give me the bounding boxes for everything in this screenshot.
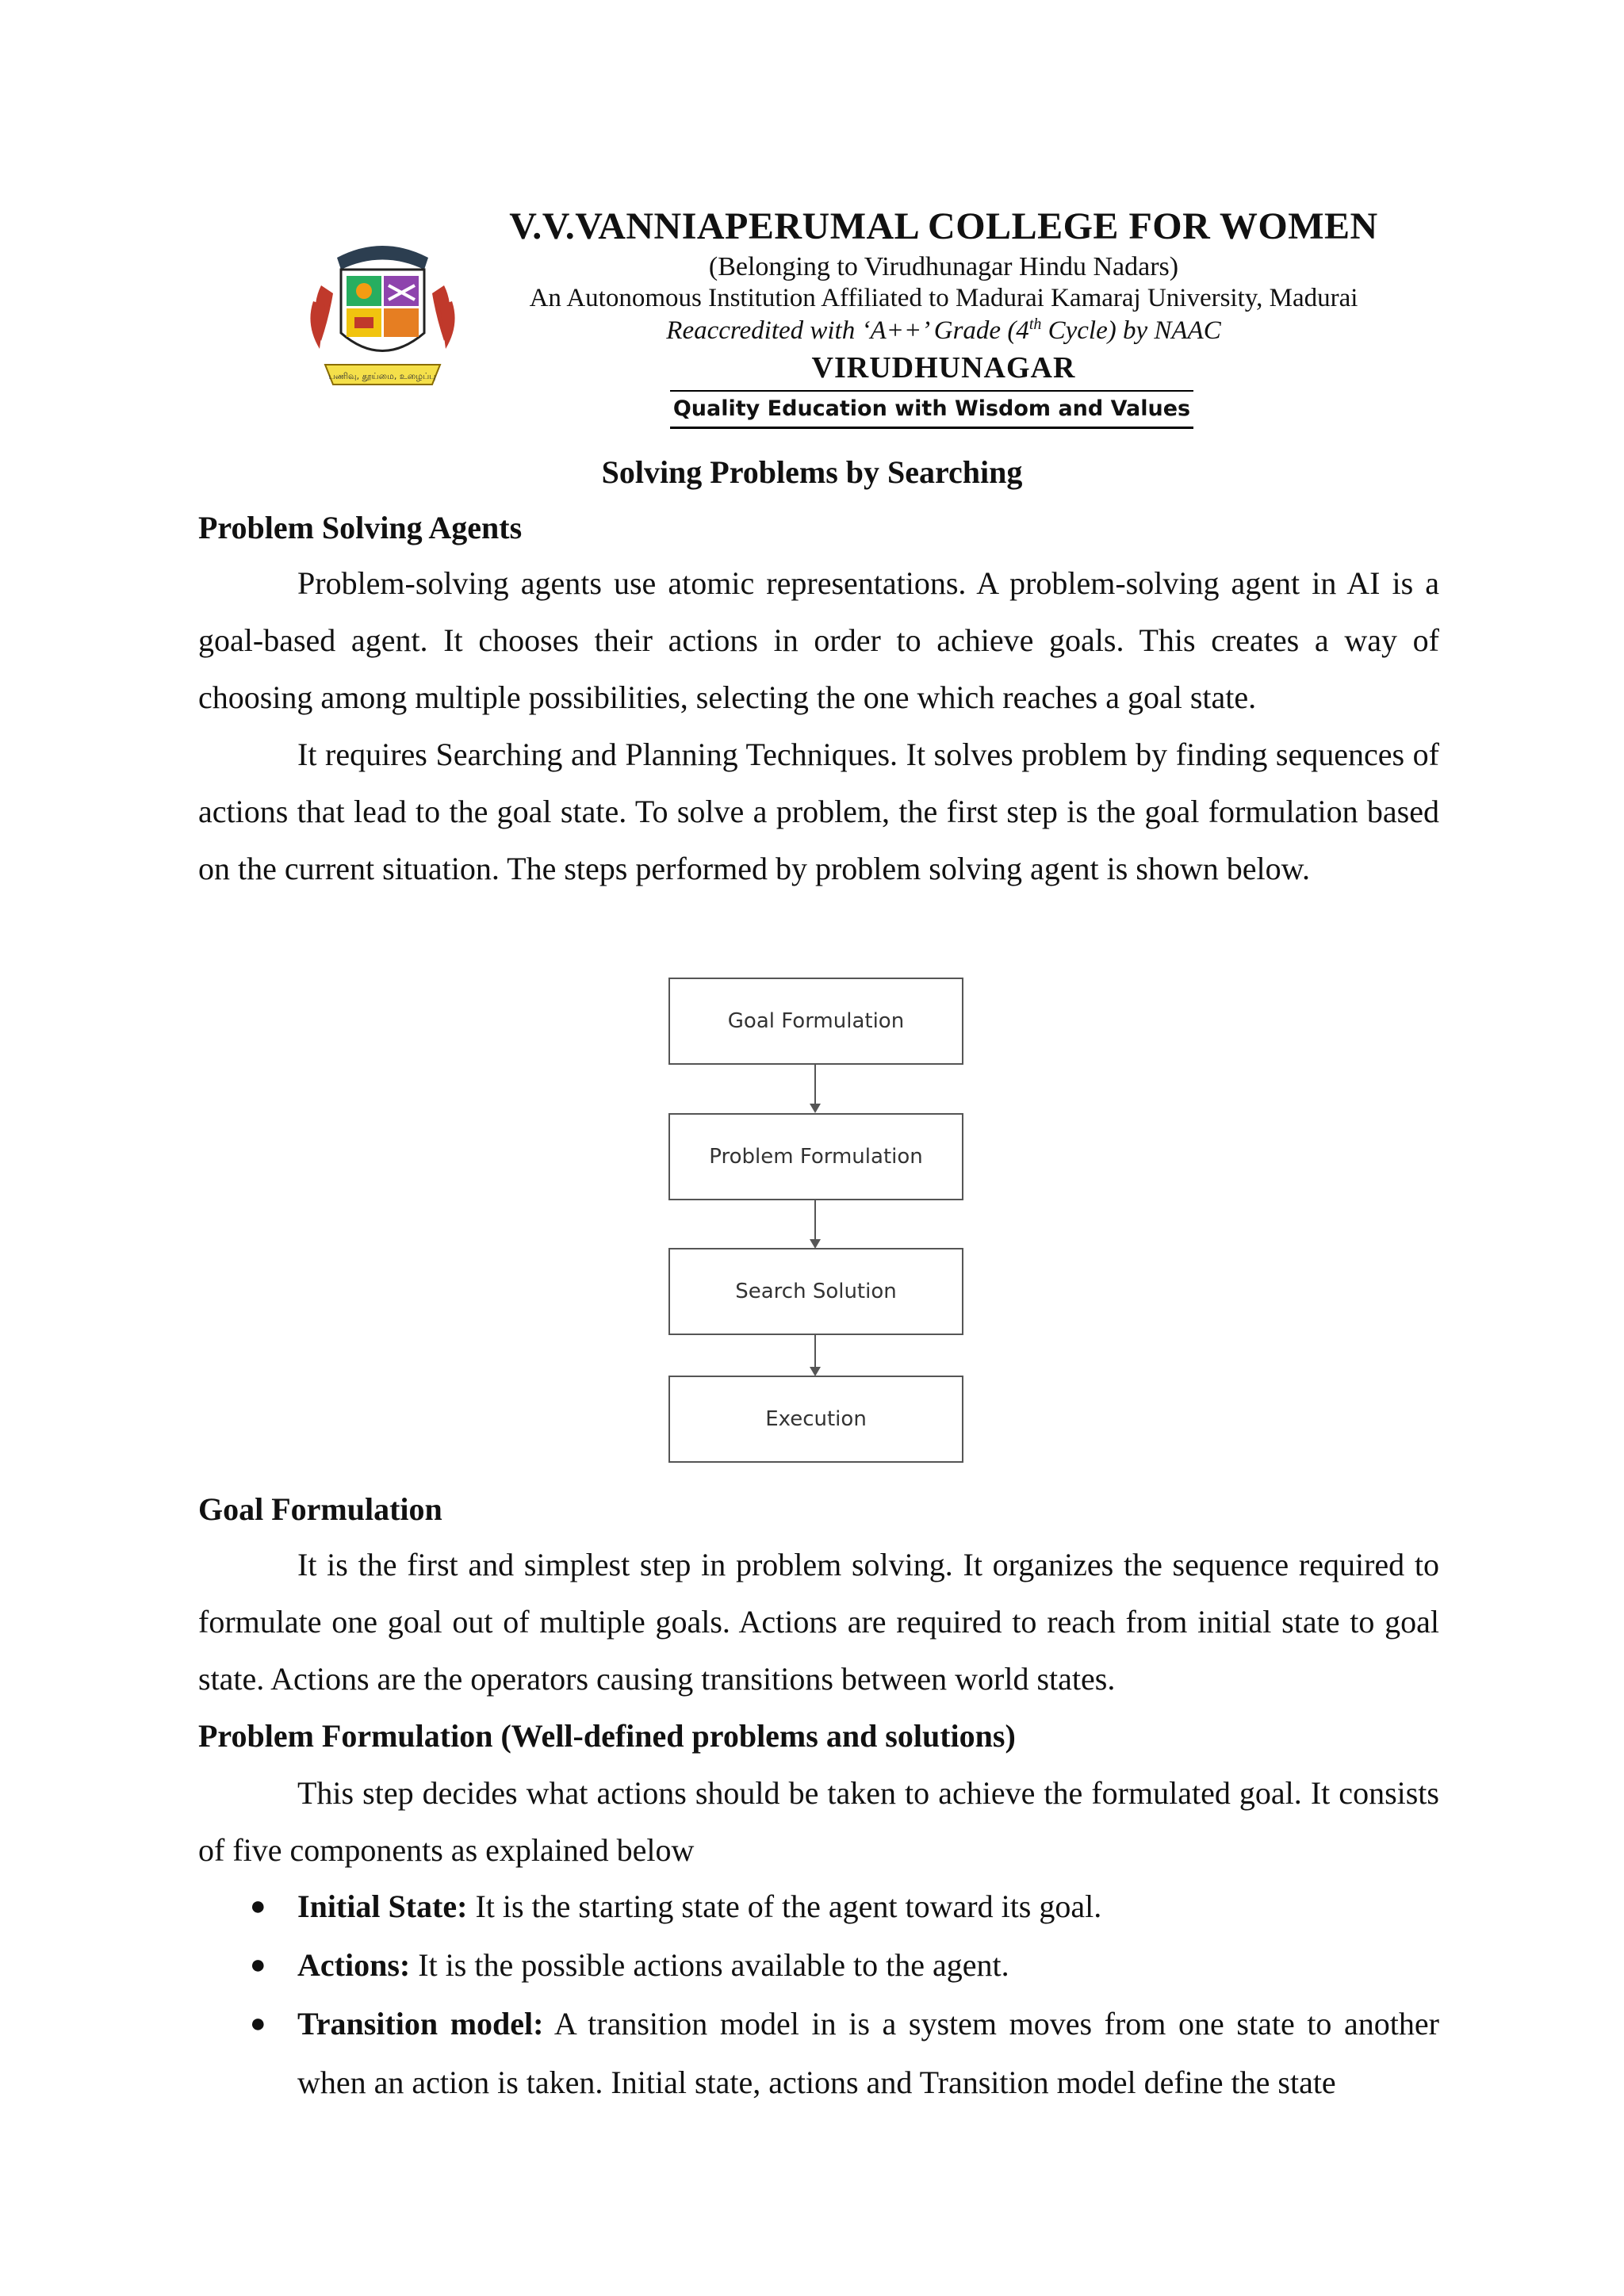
flow-arrow — [814, 1065, 816, 1109]
flow-arrow-head — [810, 1104, 821, 1113]
heading-problem-solving-agents: Problem Solving Agents — [198, 510, 523, 545]
flow-arrow — [814, 1200, 816, 1245]
heading-goal-formulation: Goal Formulation — [198, 1491, 442, 1527]
list-item: ● Initial State: It is the starting state of the agent toward its goal. — [198, 1877, 1439, 1936]
flow-box-execution: Execution — [668, 1376, 963, 1463]
paragraph-psa-2: It requires Searching and Planning Techniques. It solves problem by finding sequences of actions that lead to the goal state. To solve a problem, the first step is the goal formulation based on the current situation. The steps performed by problem solving agent is shown below. — [198, 737, 1439, 886]
college-autonomous-line: An Autonomous Institution Affiliated to Madurai Kamaraj University, Madurai — [529, 284, 1358, 312]
college-accreditation: Reaccredited with ‘A++’ Grade (4th Cycle) by NAAC — [666, 316, 1221, 345]
college-affiliation: (Belonging to Virudhunagar Hindu Nadars) — [708, 252, 1179, 281]
college-logo — [305, 238, 460, 396]
heading-problem-formulation: Problem Formulation (Well-defined problems and solutions) — [198, 1718, 1016, 1754]
bullet-icon: ● — [250, 1950, 266, 1980]
document-title: Solving Problems by Searching — [601, 454, 1023, 490]
college-tagline: Quality Education with Wisdom and Values — [670, 390, 1193, 429]
paragraph-goal-formulation: It is the first and simplest step in problem solving. It organizes the sequence required to formulate one goal out of multiple goals. Actions are required to reach from initial state to goal state. Actions are the operators causing transitions between world states. — [198, 1547, 1439, 1697]
svg-text:பணிவு, தூய்மை, உழைப்பு: பணிவு, தூய்மை, உழைப்பு — [328, 371, 436, 381]
college-name: V.V.VANNIAPERUMAL COLLEGE FOR WOMEN — [509, 205, 1378, 247]
components-list — [198, 1877, 1439, 2112]
bullet-icon: ● — [250, 1892, 266, 1921]
list-item: ● Actions: It is the possible actions available to the agent. — [198, 1936, 1439, 1995]
flow-box-goal-formulation: Goal Formulation — [668, 978, 963, 1065]
paragraph-psa-1: Problem-solving agents use atomic representations. A problem-solving agent in AI is a goal-based agent. It chooses their actions in order to achieve goals. This creates a way of choosing among multiple possibilities, selecting the one which reaches a goal state. — [198, 565, 1439, 715]
flow-box-problem-formulation: Problem Formulation — [668, 1113, 963, 1200]
list-item: ● Transition model: A transition model in is a system moves from one state to another when an action is taken. Initial state, actions and Transition model define the state — [198, 1995, 1439, 2112]
bullet-icon: ● — [250, 2009, 266, 2038]
paragraph-problem-formulation: This step decides what actions should be taken to achieve the formulated goal. It consists of five components as explained below — [198, 1775, 1439, 1868]
flow-box-search-solution: Search Solution — [668, 1248, 963, 1335]
college-city: VIRUDHUNAGAR — [811, 351, 1076, 385]
